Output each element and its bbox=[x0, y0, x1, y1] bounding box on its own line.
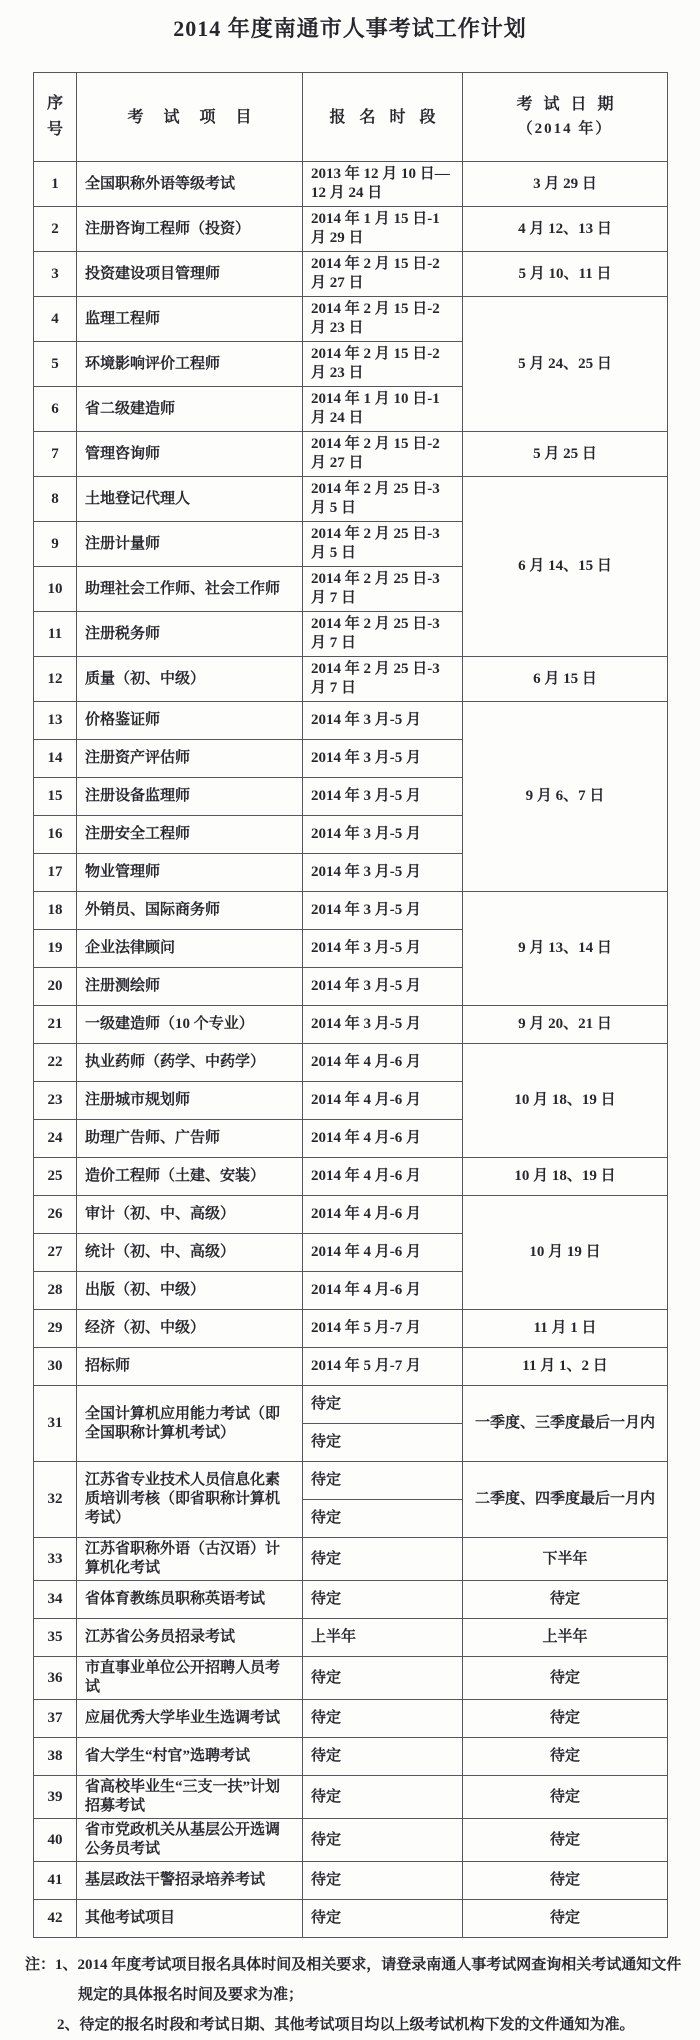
registration-period: 2014 年 3 月-5 月 bbox=[303, 930, 463, 968]
registration-period: 待定 bbox=[303, 1900, 463, 1938]
registration-period: 待定 bbox=[303, 1581, 463, 1619]
exam-name: 全国职称外语等级考试 bbox=[77, 162, 303, 207]
table-row bbox=[34, 162, 668, 207]
exam-name: 注册安全工程师 bbox=[77, 816, 303, 854]
header-registration-label: 报名时段 bbox=[329, 108, 450, 126]
registration-period: 2014 年 3 月-5 月 bbox=[303, 816, 463, 854]
exam-name: 注册咨询工程师（投资） bbox=[77, 207, 303, 252]
table-row bbox=[34, 702, 668, 740]
table-row bbox=[34, 1776, 668, 1819]
exam-name: 监理工程师 bbox=[77, 297, 303, 342]
registration-period: 2014 年 3 月-5 月 bbox=[303, 854, 463, 892]
table-row bbox=[34, 432, 668, 477]
table-row bbox=[34, 477, 668, 522]
registration-period: 2014 年 2 月 15 日-2 月 23 日 bbox=[303, 297, 463, 342]
row-number: 1 bbox=[34, 162, 77, 207]
row-number: 35 bbox=[34, 1619, 77, 1657]
registration-period: 2014 年 2 月 15 日-2 月 27 日 bbox=[303, 432, 463, 477]
exam-name: 省市党政机关从基层公开选调公务员考试 bbox=[77, 1819, 303, 1862]
table-row bbox=[34, 1044, 668, 1082]
exam-name: 环境影响评价工程师 bbox=[77, 342, 303, 387]
exam-name: 管理咨询师 bbox=[77, 432, 303, 477]
registration-period: 2014 年 3 月-5 月 bbox=[303, 968, 463, 1006]
exam-name: 注册设备监理师 bbox=[77, 778, 303, 816]
table-row bbox=[34, 252, 668, 297]
row-number: 40 bbox=[34, 1819, 77, 1862]
exam-date: 9 月 20、21 日 bbox=[463, 1006, 668, 1044]
row-number: 25 bbox=[34, 1158, 77, 1196]
row-number: 13 bbox=[34, 702, 77, 740]
registration-period: 待定 bbox=[303, 1538, 463, 1581]
row-number: 15 bbox=[34, 778, 77, 816]
row-number: 24 bbox=[34, 1120, 77, 1158]
row-number: 21 bbox=[34, 1006, 77, 1044]
registration-period: 2014 年 4 月-6 月 bbox=[303, 1272, 463, 1310]
registration-period: 2014 年 2 月 15 日-2 月 23 日 bbox=[303, 342, 463, 387]
registration-period: 2014 年 3 月-5 月 bbox=[303, 702, 463, 740]
exam-date: 待定 bbox=[463, 1900, 668, 1938]
registration-period: 2014 年 5 月-7 月 bbox=[303, 1348, 463, 1386]
registration-period: 2014 年 4 月-6 月 bbox=[303, 1158, 463, 1196]
table-row bbox=[34, 1700, 668, 1738]
exam-date: 6 月 14、15 日 bbox=[463, 477, 668, 657]
row-number: 37 bbox=[34, 1700, 77, 1738]
registration-period: 2014 年 3 月-5 月 bbox=[303, 892, 463, 930]
table-row bbox=[34, 1462, 668, 1500]
row-number: 31 bbox=[34, 1386, 77, 1462]
exam-date: 11 月 1、2 日 bbox=[463, 1348, 668, 1386]
registration-period: 2014 年 5 月-7 月 bbox=[303, 1310, 463, 1348]
exam-name: 基层政法干警招录培养考试 bbox=[77, 1862, 303, 1900]
exam-name: 土地登记代理人 bbox=[77, 477, 303, 522]
row-number: 3 bbox=[34, 252, 77, 297]
exam-name: 出版（初、中级） bbox=[77, 1272, 303, 1310]
exam-name: 物业管理师 bbox=[77, 854, 303, 892]
page-title: 2014 年度南通市人事考试工作计划 bbox=[173, 16, 527, 41]
exam-date: 9 月 6、7 日 bbox=[463, 702, 668, 892]
exam-name: 注册城市规划师 bbox=[77, 1082, 303, 1120]
registration-period: 待定 bbox=[303, 1386, 463, 1424]
exam-name: 江苏省公务员招录考试 bbox=[77, 1619, 303, 1657]
registration-period: 待定 bbox=[303, 1424, 463, 1462]
table-row bbox=[34, 1538, 668, 1581]
registration-period: 待定 bbox=[303, 1819, 463, 1862]
exam-name: 审计（初、中、高级） bbox=[77, 1196, 303, 1234]
row-number: 34 bbox=[34, 1581, 77, 1619]
row-number: 30 bbox=[34, 1348, 77, 1386]
row-number: 14 bbox=[34, 740, 77, 778]
exam-name: 江苏省专业技术人员信息化素质培训考核（即省职称计算机考试） bbox=[77, 1462, 303, 1538]
row-number: 39 bbox=[34, 1776, 77, 1819]
exam-date: 待定 bbox=[463, 1819, 668, 1862]
header-date bbox=[463, 73, 668, 162]
table-row bbox=[34, 1310, 668, 1348]
exam-name: 全国计算机应用能力考试（即全国职称计算机考试） bbox=[77, 1386, 303, 1462]
exam-date: 下半年 bbox=[463, 1538, 668, 1581]
registration-period: 上半年 bbox=[303, 1619, 463, 1657]
header-registration bbox=[303, 73, 463, 162]
exam-date: 11 月 1 日 bbox=[463, 1310, 668, 1348]
row-number: 22 bbox=[34, 1044, 77, 1082]
row-number: 5 bbox=[34, 342, 77, 387]
exam-schedule-table bbox=[33, 72, 668, 1938]
registration-period: 待定 bbox=[303, 1657, 463, 1700]
exam-date: 上半年 bbox=[463, 1619, 668, 1657]
exam-name: 省二级建造师 bbox=[77, 387, 303, 432]
row-number: 10 bbox=[34, 567, 77, 612]
row-number: 41 bbox=[34, 1862, 77, 1900]
exam-date: 待定 bbox=[463, 1657, 668, 1700]
row-number: 4 bbox=[34, 297, 77, 342]
table-row bbox=[34, 1657, 668, 1700]
footnote-1 bbox=[25, 1950, 685, 2010]
exam-name: 价格鉴证师 bbox=[77, 702, 303, 740]
registration-period: 待定 bbox=[303, 1462, 463, 1500]
registration-period: 2014 年 3 月-5 月 bbox=[303, 1006, 463, 1044]
registration-period: 2014 年 3 月-5 月 bbox=[303, 740, 463, 778]
header-exam-label: 考试项目 bbox=[127, 108, 272, 126]
exam-name: 一级建造师（10 个专业） bbox=[77, 1006, 303, 1044]
exam-name: 企业法律顾问 bbox=[77, 930, 303, 968]
registration-period: 2014 年 2 月 25 日-3 月 7 日 bbox=[303, 657, 463, 702]
exam-date: 4 月 12、13 日 bbox=[463, 207, 668, 252]
row-number: 20 bbox=[34, 968, 77, 1006]
table-row bbox=[34, 207, 668, 252]
table-row bbox=[34, 1006, 668, 1044]
table-row bbox=[34, 1862, 668, 1900]
registration-period: 2014 年 2 月 25 日-3 月 7 日 bbox=[303, 567, 463, 612]
header-date-line1: 考试日期 bbox=[516, 96, 625, 113]
row-number: 33 bbox=[34, 1538, 77, 1581]
exam-name: 省高校毕业生“三支一扶”计划招募考试 bbox=[77, 1776, 303, 1819]
table-row bbox=[34, 892, 668, 930]
table-row bbox=[34, 1619, 668, 1657]
exam-name: 江苏省职称外语（古汉语）计算机化考试 bbox=[77, 1538, 303, 1581]
registration-period: 待定 bbox=[303, 1500, 463, 1538]
footnote-2: 2、待定的报名时段和考试日期、其他考试项目均以上级考试机构下发的文件通知为准。 bbox=[57, 2017, 635, 2033]
table-row bbox=[34, 1158, 668, 1196]
row-number: 23 bbox=[34, 1082, 77, 1120]
row-number: 32 bbox=[34, 1462, 77, 1538]
exam-date: 一季度、三季度最后一月内 bbox=[463, 1386, 668, 1462]
table-row bbox=[34, 1348, 668, 1386]
table-row bbox=[34, 1196, 668, 1234]
exam-name: 注册税务师 bbox=[77, 612, 303, 657]
registration-period: 2014 年 4 月-6 月 bbox=[303, 1082, 463, 1120]
row-number: 8 bbox=[34, 477, 77, 522]
table-row bbox=[34, 657, 668, 702]
exam-date: 待定 bbox=[463, 1700, 668, 1738]
exam-name: 助理社会工作师、社会工作师 bbox=[77, 567, 303, 612]
exam-date: 6 月 15 日 bbox=[463, 657, 668, 702]
exam-name: 市直事业单位公开招聘人员考试 bbox=[77, 1657, 303, 1700]
exam-name: 其他考试项目 bbox=[77, 1900, 303, 1938]
header-serial bbox=[34, 73, 77, 162]
exam-date: 5 月 10、11 日 bbox=[463, 252, 668, 297]
registration-period: 2014 年 4 月-6 月 bbox=[303, 1044, 463, 1082]
registration-period: 2014 年 1 月 15 日-1 月 29 日 bbox=[303, 207, 463, 252]
registration-period: 2014 年 2 月 25 日-3 月 5 日 bbox=[303, 522, 463, 567]
registration-period: 2014 年 2 月 15 日-2 月 27 日 bbox=[303, 252, 463, 297]
exam-name: 省大学生“村官”选聘考试 bbox=[77, 1738, 303, 1776]
table-row bbox=[34, 1900, 668, 1938]
exam-name: 注册测绘师 bbox=[77, 968, 303, 1006]
registration-period: 2014 年 2 月 25 日-3 月 5 日 bbox=[303, 477, 463, 522]
exam-date: 10 月 18、19 日 bbox=[463, 1044, 668, 1158]
registration-period: 待定 bbox=[303, 1776, 463, 1819]
exam-name: 经济（初、中级） bbox=[77, 1310, 303, 1348]
row-number: 9 bbox=[34, 522, 77, 567]
table-row bbox=[34, 1819, 668, 1862]
registration-period: 2014 年 4 月-6 月 bbox=[303, 1196, 463, 1234]
exam-name: 省体育教练员职称英语考试 bbox=[77, 1581, 303, 1619]
row-number: 7 bbox=[34, 432, 77, 477]
header-serial-label: 序号 bbox=[46, 95, 63, 138]
table-row bbox=[34, 1738, 668, 1776]
exam-name: 注册资产评估师 bbox=[77, 740, 303, 778]
registration-period: 2014 年 3 月-5 月 bbox=[303, 778, 463, 816]
row-number: 17 bbox=[34, 854, 77, 892]
table-row bbox=[34, 1386, 668, 1424]
registration-period: 2013 年 12 月 10 日—12 月 24 日 bbox=[303, 162, 463, 207]
exam-name: 应届优秀大学毕业生选调考试 bbox=[77, 1700, 303, 1738]
table-header bbox=[34, 73, 668, 162]
table-row bbox=[34, 1581, 668, 1619]
header-date-line2: （2014 年） bbox=[517, 121, 613, 137]
exam-date: 5 月 24、25 日 bbox=[463, 297, 668, 432]
exam-name: 造价工程师（土建、安装） bbox=[77, 1158, 303, 1196]
exam-date: 10 月 18、19 日 bbox=[463, 1158, 668, 1196]
exam-name: 统计（初、中、高级） bbox=[77, 1234, 303, 1272]
exam-name: 质量（初、中级） bbox=[77, 657, 303, 702]
exam-date: 10 月 19 日 bbox=[463, 1196, 668, 1310]
row-number: 18 bbox=[34, 892, 77, 930]
exam-name: 招标师 bbox=[77, 1348, 303, 1386]
row-number: 12 bbox=[34, 657, 77, 702]
row-number: 36 bbox=[34, 1657, 77, 1700]
row-number: 29 bbox=[34, 1310, 77, 1348]
exam-date: 待定 bbox=[463, 1738, 668, 1776]
exam-table-body bbox=[34, 162, 668, 1938]
row-number: 11 bbox=[34, 612, 77, 657]
registration-period: 待定 bbox=[303, 1700, 463, 1738]
footnote-1-text: 1、2014 年度考试项目报名具体时间及相关要求，请登录南通人事考试网查询相关考试通知文件规定的具体报名时间及要求为准； bbox=[55, 1957, 682, 2003]
exam-name: 注册计量师 bbox=[77, 522, 303, 567]
exam-date: 9 月 13、14 日 bbox=[463, 892, 668, 1006]
exam-date: 待定 bbox=[463, 1862, 668, 1900]
registration-period: 待定 bbox=[303, 1738, 463, 1776]
row-number: 6 bbox=[34, 387, 77, 432]
registration-period: 待定 bbox=[303, 1862, 463, 1900]
header-exam bbox=[77, 73, 303, 162]
row-number: 42 bbox=[34, 1900, 77, 1938]
header-row bbox=[34, 73, 668, 162]
exam-name: 投资建设项目管理师 bbox=[77, 252, 303, 297]
exam-date: 二季度、四季度最后一月内 bbox=[463, 1462, 668, 1538]
table-row bbox=[34, 297, 668, 342]
exam-date: 5 月 25 日 bbox=[463, 432, 668, 477]
footnote-prefix: 注： bbox=[25, 1957, 56, 1973]
exam-name: 助理广告师、广告师 bbox=[77, 1120, 303, 1158]
exam-date: 3 月 29 日 bbox=[463, 162, 668, 207]
row-number: 28 bbox=[34, 1272, 77, 1310]
row-number: 38 bbox=[34, 1738, 77, 1776]
registration-period: 2014 年 1 月 10 日-1 月 24 日 bbox=[303, 387, 463, 432]
exam-date: 待定 bbox=[463, 1776, 668, 1819]
registration-period: 2014 年 4 月-6 月 bbox=[303, 1120, 463, 1158]
registration-period: 2014 年 2 月 25 日-3 月 7 日 bbox=[303, 612, 463, 657]
row-number: 19 bbox=[34, 930, 77, 968]
registration-period: 2014 年 4 月-6 月 bbox=[303, 1234, 463, 1272]
exam-date: 待定 bbox=[463, 1581, 668, 1619]
exam-name: 外销员、国际商务师 bbox=[77, 892, 303, 930]
row-number: 27 bbox=[34, 1234, 77, 1272]
row-number: 26 bbox=[34, 1196, 77, 1234]
exam-name: 执业药师（药学、中药学） bbox=[77, 1044, 303, 1082]
row-number: 16 bbox=[34, 816, 77, 854]
footnotes bbox=[25, 1950, 685, 2040]
row-number: 2 bbox=[34, 207, 77, 252]
